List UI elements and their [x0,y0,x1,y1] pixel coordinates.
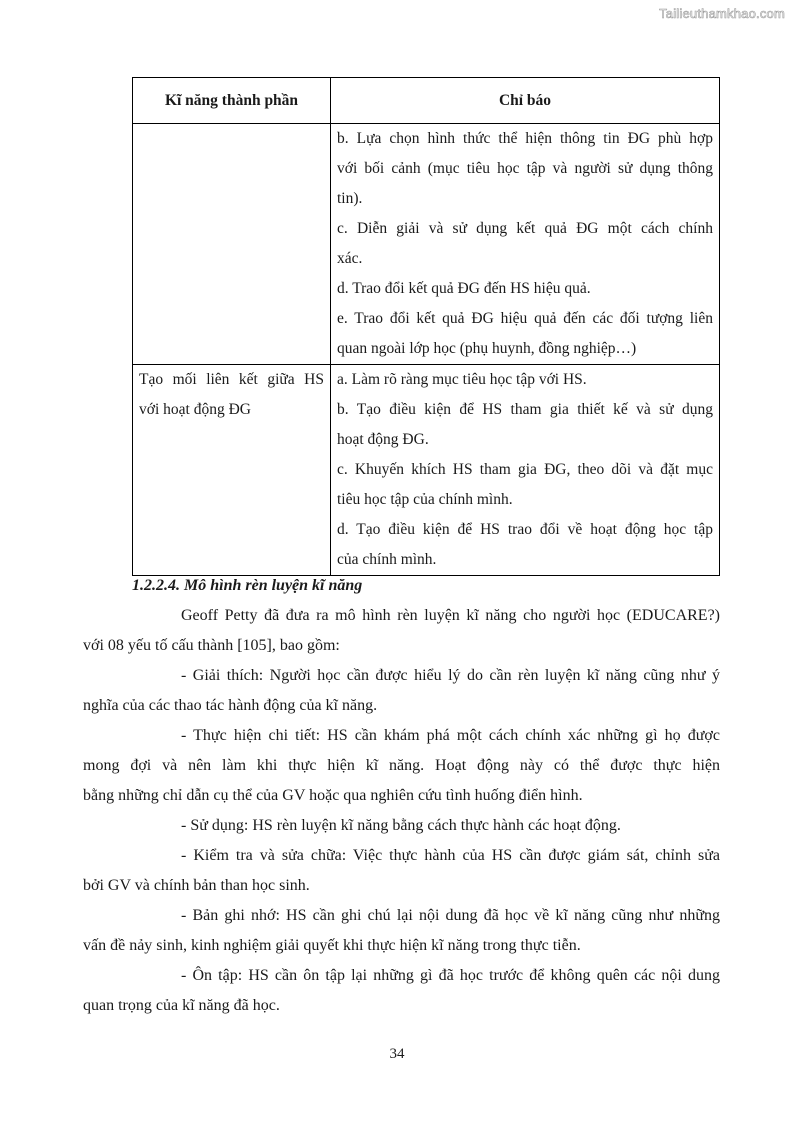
indicator-line: tiêu học tập của chính mình. [337,491,513,508]
indicator-line: b. Lựa chọn hình thức thể hiện thông tin ĐG phù hợp [337,130,713,147]
paragraph [132,811,720,841]
indicator-line: a. Làm rõ ràng mục tiêu học tập với HS. [337,371,587,388]
paragraph-line: bằng những chỉ dẫn cụ thể của GV hoặc qua nghiên cứu tình huống điển hình. [83,787,583,804]
indicator-line: quan ngoài lớp học (phụ huynh, đồng nghiệp…) [337,340,637,357]
indicator-cell [331,124,720,365]
indicator-line: b. Tạo điều kiện để HS tham gia thiết kế và sử dụng [337,401,713,418]
paragraph-line: - Thực hiện chi tiết: HS cần khám phá một cách chính xác những gì họ được [181,727,720,744]
watermark: Tailieuthamkhao.com [659,6,785,21]
paragraph-line: nghĩa của các thao tác hành động của kĩ năng. [83,697,378,714]
indicator-line: c. Diễn giải và sử dụng kết quả ĐG một cách chính [337,220,713,237]
paragraph-line: với 08 yếu tố cấu thành [105], bao gồm: [83,637,340,654]
page-number: 34 [389,1046,405,1062]
indicator-line: hoạt động ĐG. [337,431,429,448]
skill-line: Tạo mối liên kết giữa HS [139,371,324,388]
indicator-line: xác. [337,250,363,267]
table-body [133,124,720,576]
paragraph-line: - Giải thích: Người học cần được hiểu lý do cần rèn luyện kĩ năng cũng như ý [181,667,720,684]
paragraph-line: vấn đề nảy sinh, kinh nghiệm giải quyết khi thực hiện kĩ năng trong thực tiễn. [83,937,581,954]
paragraph-line: - Kiểm tra và sửa chữa: Việc thực hành của HS cần được giám sát, chỉnh sửa [181,847,720,864]
header-indicator: Chỉ báo [331,78,720,124]
paragraph-line: - Bản ghi nhớ: HS cần ghi chú lại nội dung đã học về kĩ năng cũng như những [181,907,720,924]
paragraph-line: - Ôn tập: HS cần ôn tập lại những gì đã học trước để không quên các nội dung [181,967,720,984]
paragraph-line: quan trọng của kĩ năng đã học. [83,997,280,1014]
paragraph-line: mong đợi và nên làm khi thực hiện kĩ năng. Hoạt động này có thể được thực hiện [83,757,720,774]
skill-line: với hoạt động ĐG [139,401,251,418]
indicator-line: d. Tạo điều kiện để HS trao đổi về hoạt động học tập [337,521,713,538]
skill-cell [133,365,331,576]
indicator-line: d. Trao đổi kết quả ĐG đến HS hiệu quả. [337,280,591,297]
indicator-line: với bối cảnh (mục tiêu học tập và người sử dụng thông [337,160,713,177]
paragraph [83,601,720,661]
indicator-line: tin). [337,190,363,207]
paragraph-line: - Sử dụng: HS rèn luyện kĩ năng bằng cách thực hành các hoạt động. [181,817,621,834]
paragraph [83,901,720,961]
indicator-line: c. Khuyến khích HS tham gia ĐG, theo dõi và đặt mục [337,461,713,478]
paragraph-line: bởi GV và chính bản than học sinh. [83,877,310,894]
paragraph [83,661,720,721]
paragraph [83,841,720,901]
table-header-row [133,78,720,124]
paragraph [83,961,720,1021]
indicator-line: e. Trao đổi kết quả ĐG hiệu quả đến các đối tượng liên [337,310,713,327]
paragraph-line: Geoff Petty đã đưa ra mô hình rèn luyện kĩ năng cho người học (EDUCARE?) [181,607,720,624]
indicator-line: của chính mình. [337,551,437,568]
body-text [83,601,720,1021]
paragraph [83,721,720,811]
skill-cell [133,124,331,365]
skills-indicator-table [132,77,720,576]
section-heading: 1.2.2.4. Mô hình rèn luyện kĩ năng [132,577,363,594]
table-row [133,124,720,365]
indicator-cell [331,365,720,576]
table-row [133,365,720,576]
header-skill-component: Kĩ năng thành phần [133,78,331,124]
